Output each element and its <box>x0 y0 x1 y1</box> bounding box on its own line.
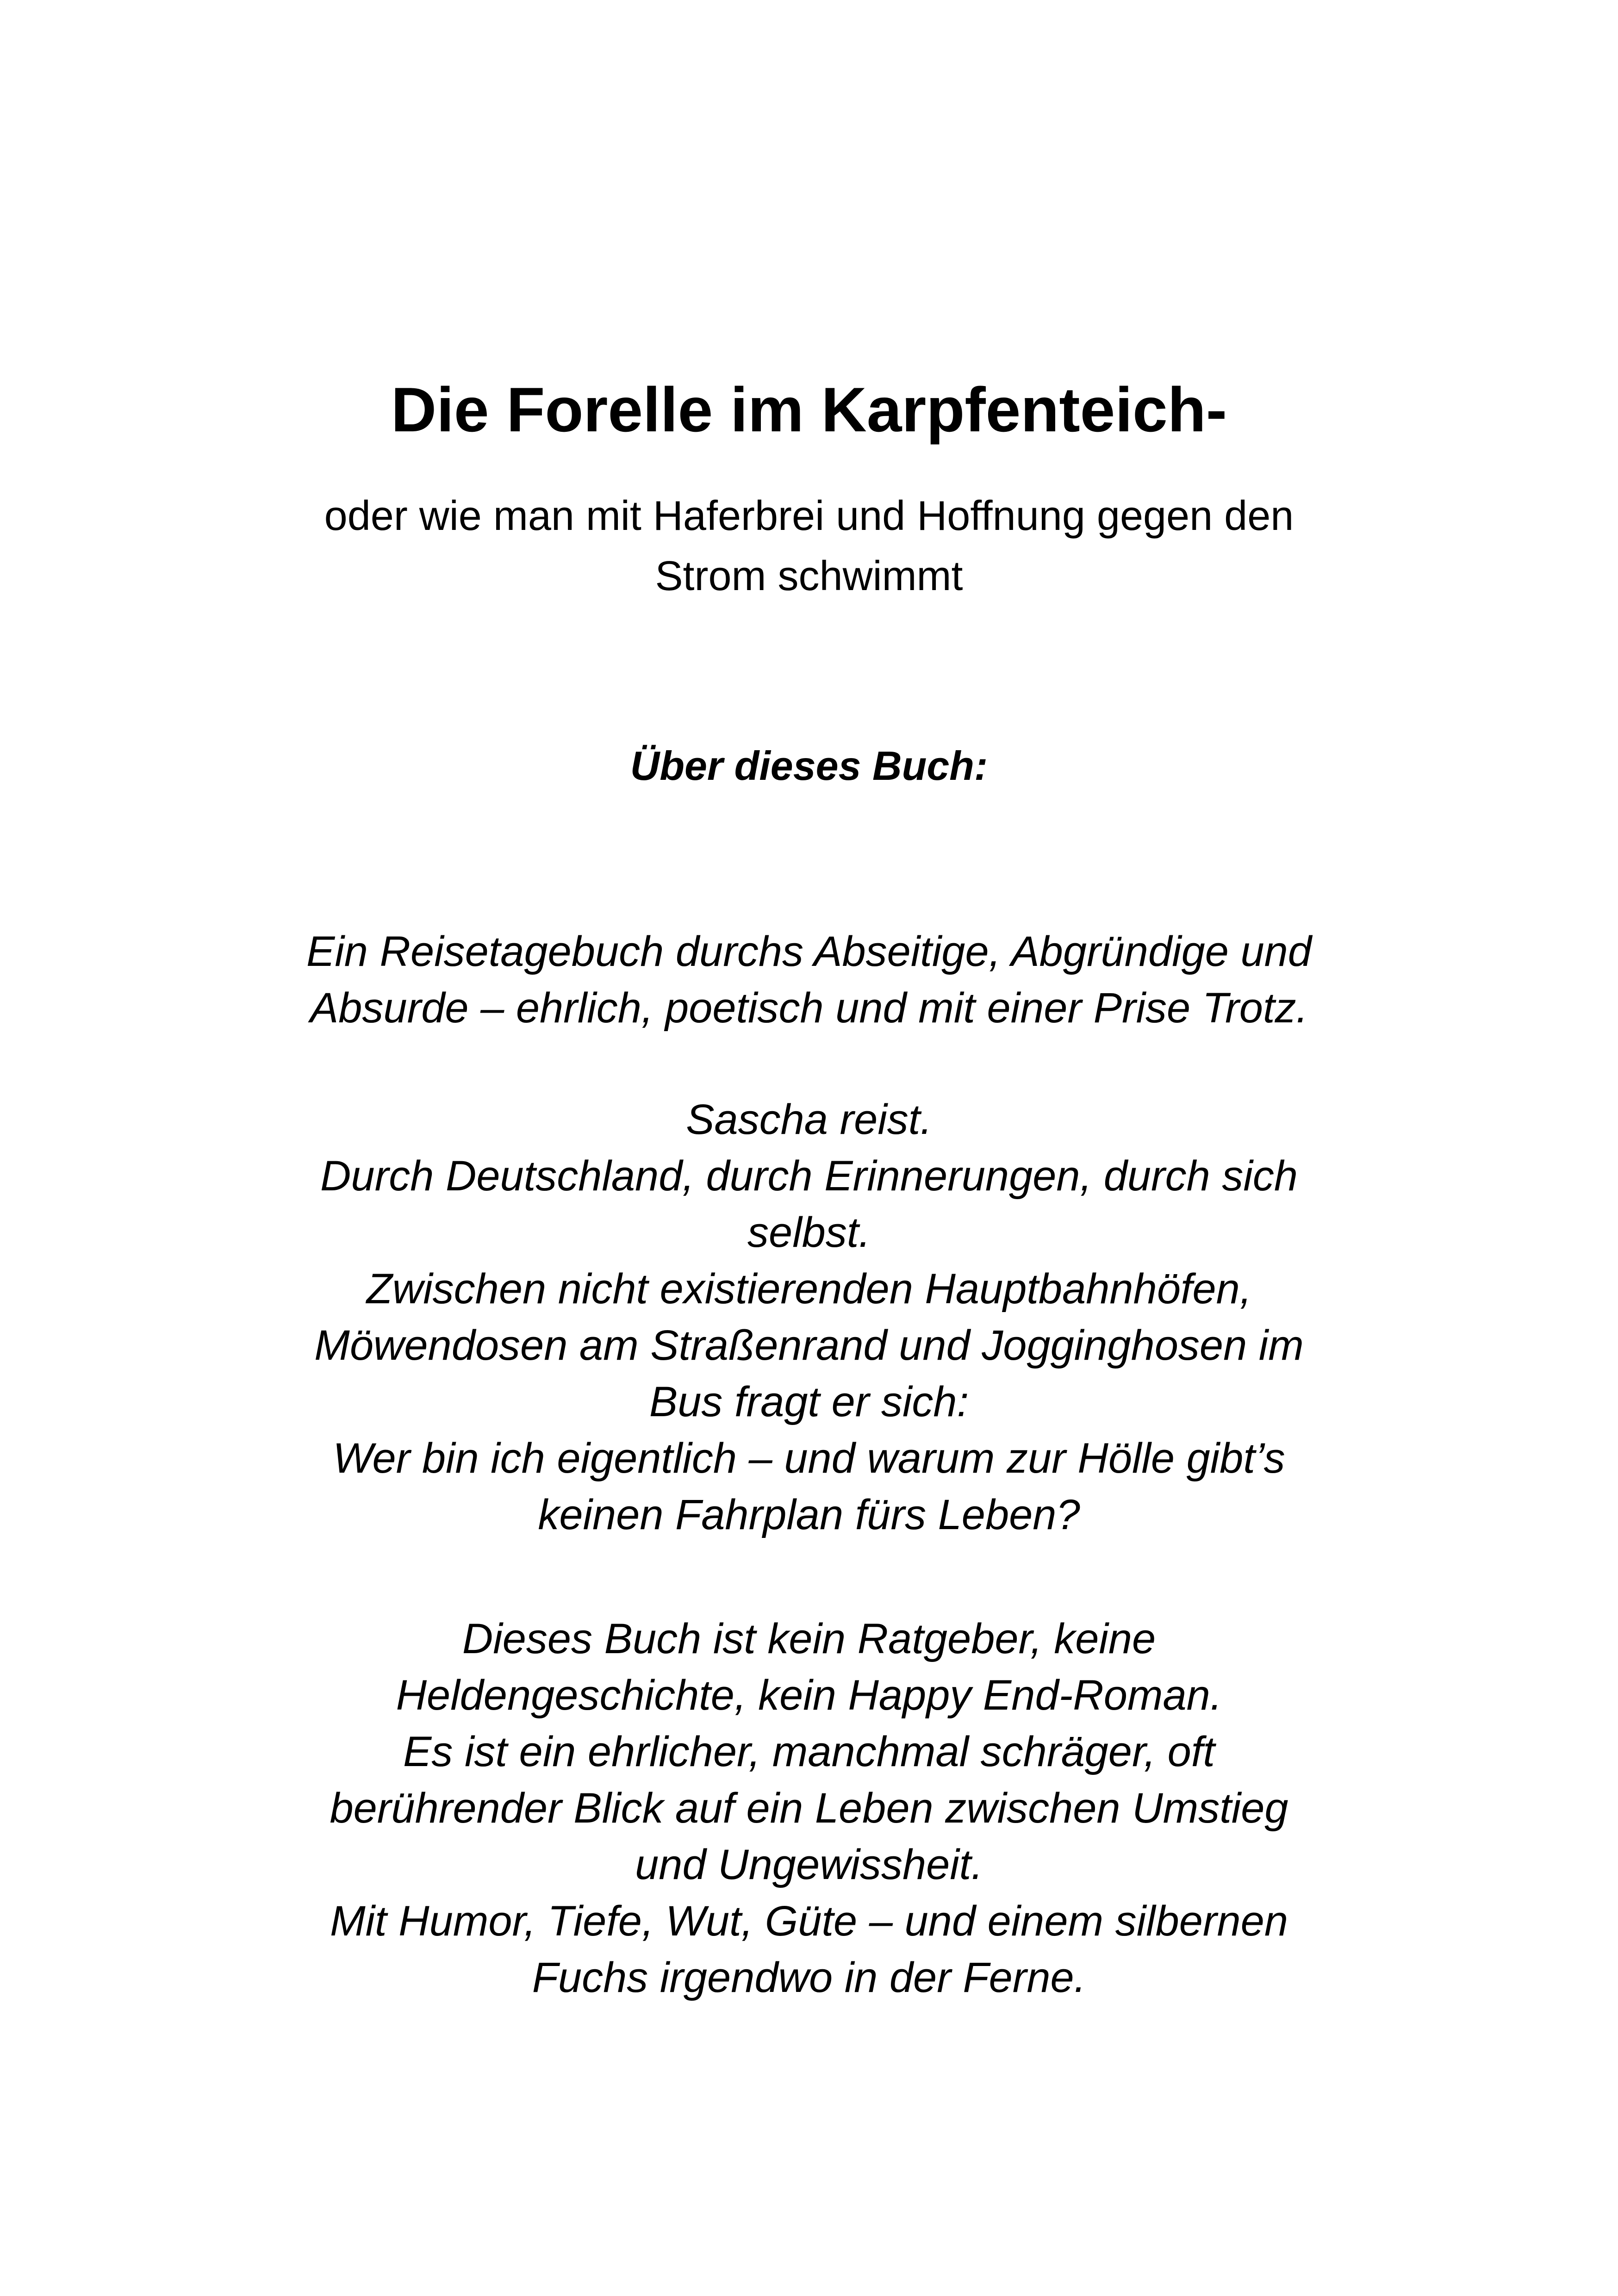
paragraph-line: Dieses Buch ist kein Ratgeber, keine <box>462 1615 1156 1662</box>
paragraph-line: Durch Deutschland, durch Erinnerungen, durch sich <box>320 1152 1298 1200</box>
book-subtitle <box>259 486 1359 606</box>
paragraph-line: Es ist ein ehrlicher, manchmal schräger, oft <box>403 1728 1215 1775</box>
paragraph-line: Sascha reist. <box>686 1096 932 1143</box>
paragraph-line: Heldengeschichte, kein Happy End-Roman. <box>396 1672 1222 1719</box>
subtitle-line: oder wie man mit Haferbrei und Hoffnung gegen den <box>324 493 1294 539</box>
paragraph-line: Fuchs irgendwo in der Ferne. <box>532 1954 1086 2001</box>
subtitle-line: Strom schwimmt <box>655 553 963 599</box>
paragraph-line: Absurde – ehrlich, poetisch und mit einer Prise Trotz. <box>310 984 1308 1032</box>
paragraph-line: Möwendosen am Straßenrand und Jogginghosen im <box>314 1322 1304 1369</box>
paragraph-line: Wer bin ich eigentlich – und warum zur Hölle gibt’s <box>333 1435 1285 1482</box>
description-paragraph-3 <box>231 1611 1387 2006</box>
paragraph-line: und Ungewissheit. <box>635 1841 983 1888</box>
description-paragraph-1 <box>231 923 1387 1036</box>
paragraph-line: Zwischen nicht existierenden Hauptbahnhöfen, <box>366 1265 1252 1313</box>
paragraph-line: Mit Humor, Tiefe, Wut, Güte – und einem silbernen <box>330 1898 1288 1945</box>
paragraph-line: berührender Blick auf ein Leben zwischen Umstieg <box>330 1785 1288 1832</box>
description-paragraph-2 <box>231 1091 1387 1543</box>
paragraph-line: selbst. <box>747 1209 871 1256</box>
paragraph-line: Ein Reisetagebuch durchs Abseitige, Abgründige und <box>306 928 1312 975</box>
paragraph-line: Bus fragt er sich: <box>649 1378 969 1425</box>
paragraph-line: keinen Fahrplan fürs Leben? <box>538 1491 1080 1538</box>
book-title: Die Forelle im Karpfenteich- <box>391 374 1227 445</box>
section-heading: Über dieses Buch: <box>630 743 988 789</box>
